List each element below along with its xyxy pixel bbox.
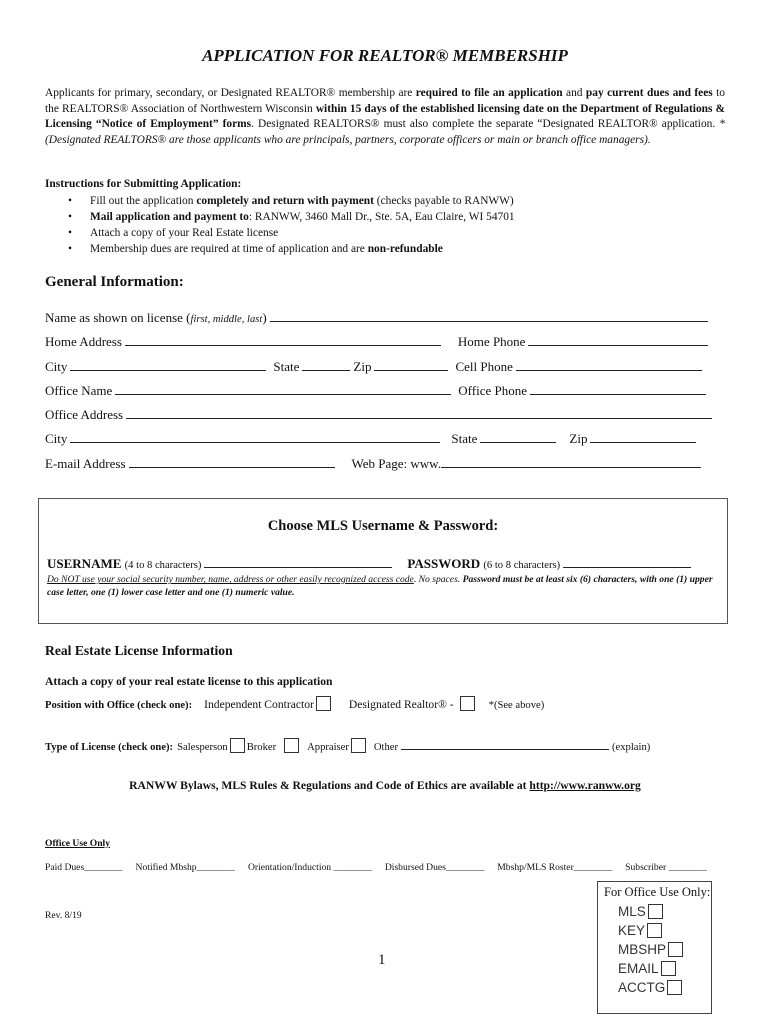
email-row (45, 455, 704, 472)
office-box-item-mbshp (618, 942, 685, 957)
office-use-title: Office Use Only (45, 838, 111, 849)
broker-label: Broker (246, 742, 277, 753)
office-city-row (45, 430, 699, 447)
item-text: Membership dues are required at time of application and are (90, 242, 368, 255)
item-text: Fill out the application (90, 195, 197, 207)
password-field[interactable] (563, 555, 691, 568)
item-bold: Mail application and payment to (90, 210, 249, 223)
note-bold: Password must be at least six (6) characters, with one (1) upper case letter, one (1) lower case letter and one (1) numeric value. (47, 574, 713, 598)
intro-bold: required to file an application (415, 87, 563, 99)
office-state-label: State (451, 431, 478, 446)
password-hint: (6 to 8 characters) (483, 560, 561, 571)
page-number: 1 (378, 952, 386, 968)
list-item (68, 242, 515, 258)
home-phone-label: Home Phone (457, 334, 526, 349)
explain-label: (explain) (612, 742, 651, 753)
broker-checkbox[interactable] (284, 738, 299, 753)
list-item (68, 226, 515, 242)
city-field[interactable] (70, 358, 266, 371)
general-info-heading: General Information: (45, 274, 184, 290)
office-name-row (45, 382, 709, 399)
office-box-item-key (618, 923, 664, 938)
state-label: State (273, 359, 300, 374)
email-checkbox[interactable] (661, 961, 676, 976)
ranww-link[interactable]: http://www.ranww.org (529, 779, 641, 792)
revision-label: Rev. 8/19 (45, 910, 82, 921)
home-address-field[interactable] (125, 333, 441, 346)
office-use-box (597, 881, 712, 1014)
notified-mbshp: Notified Mbshp________ (135, 862, 235, 873)
username-field[interactable] (204, 555, 392, 568)
position-row (45, 696, 544, 711)
bullet: • (68, 242, 72, 255)
attach-license-note: Attach a copy of your real estate license to this application (45, 675, 333, 688)
office-address-label: Office Address (45, 407, 124, 422)
acctg-checkbox[interactable] (667, 980, 682, 995)
office-state-field[interactable] (480, 430, 556, 443)
mbshp-mls-roster: Mbshp/MLS Roster________ (497, 862, 613, 873)
home-address-label: Home Address (45, 334, 122, 349)
mls-title: Choose MLS Username & Password: (267, 518, 499, 534)
office-use-box-title: For Office Use Only: (604, 885, 711, 899)
office-phone-field[interactable] (530, 382, 706, 395)
office-city-label: City (45, 431, 68, 446)
salesperson-label: Salesperson (177, 742, 228, 753)
intro-text: . Designated REALTORS® must also complete the separate “Designated REALTOR® application. (251, 118, 720, 131)
email-field[interactable] (129, 455, 335, 468)
item-text: : RANWW, 3460 Mall Dr., Ste. 5A, Eau Claire, WI 54701 (248, 210, 515, 223)
office-zip-label: Zip (569, 431, 588, 446)
name-field[interactable] (270, 309, 708, 322)
mbshp-checkbox[interactable] (668, 942, 683, 957)
list-item (68, 194, 515, 210)
designated-label: Designated Realtor® - (348, 698, 454, 711)
zip-label: Zip (353, 359, 372, 374)
disbursed-dues: Disbursed Dues________ (384, 862, 485, 873)
state-field[interactable] (302, 358, 350, 371)
appraiser-checkbox[interactable] (351, 738, 366, 753)
office-box-item-email (618, 961, 678, 976)
bullet: • (68, 210, 72, 223)
see-above-note: *(See above) (488, 700, 545, 711)
item-label: ACCTG (618, 980, 666, 995)
bullet: • (68, 195, 72, 207)
bylaws-text: RANWW Bylaws, MLS Rules & Regulations and Code of Ethics are available at (129, 779, 530, 792)
name-label: Name as shown on license ( (45, 310, 191, 325)
intro-text: to the REALTORS® Association of Northwestern Wisconsin (45, 87, 725, 115)
note-underlined: Do NOT use your social security number, name, address or other easily recognized access code (47, 574, 414, 585)
name-row (45, 309, 711, 326)
instructions-list (68, 194, 515, 258)
name-hint: first, middle, last (190, 314, 263, 325)
bullet: • (68, 226, 72, 239)
mls-credentials-row (47, 555, 694, 572)
city-label: City (45, 359, 68, 374)
city-row (45, 358, 705, 375)
office-box-item-mls (618, 904, 665, 919)
paid-dues: Paid Dues________ (45, 862, 123, 873)
item-label: MBSHP (618, 942, 667, 957)
item-label: KEY (618, 923, 646, 938)
note-text: . No spaces. (413, 574, 463, 585)
item-bold: non-refundable (367, 242, 443, 255)
office-phone-label: Office Phone (458, 383, 527, 398)
password-requirements-note (47, 573, 717, 599)
position-label: Position with Office (check one): (45, 700, 193, 711)
orientation-induction: Orientation/Induction ________ (247, 862, 372, 873)
instructions-title: Instructions for Submitting Application: (45, 178, 242, 190)
salesperson-checkbox[interactable] (230, 738, 245, 753)
username-label: USERNAME (47, 556, 122, 571)
intro-italic: *(Designated REALTORS® are those applicants who are principals, partners, corporate officers or main or branch office managers). (45, 118, 725, 146)
intro-bold: within 15 days of the established licensing date on the Department of Regulations & Licensing “Notice of Employment” forms (45, 102, 725, 131)
zip-field[interactable] (374, 358, 448, 371)
independent-contractor-checkbox[interactable] (316, 696, 331, 711)
appraiser-label: Appraiser (307, 742, 349, 753)
subscriber: Subscriber ________ (625, 862, 707, 873)
mls-credentials-box (38, 498, 728, 624)
intro-text: Applicants for primary, secondary, or Designated REALTOR® membership are (45, 87, 416, 99)
item-label: MLS (618, 904, 646, 919)
office-address-field[interactable] (126, 406, 712, 419)
password-label: PASSWORD (407, 556, 481, 571)
intro-bold: pay current dues and fees (585, 87, 713, 99)
office-address-row (45, 406, 715, 423)
intro-paragraph (45, 86, 725, 148)
web-page-label: Web Page: www. (351, 456, 441, 471)
mls-checkbox[interactable] (648, 904, 663, 919)
license-heading: Real Estate License Information (45, 643, 233, 658)
email-label: E-mail Address (45, 456, 126, 471)
page-title: APPLICATION FOR REALTOR® MEMBERSHIP (202, 46, 568, 65)
item-bold: completely and return with payment (196, 195, 374, 207)
username-hint: (4 to 8 characters) (124, 560, 202, 571)
cell-phone-label: Cell Phone (455, 359, 513, 374)
office-zip-field[interactable] (590, 430, 696, 443)
list-item (68, 210, 515, 226)
license-type-label: Type of License (check one): (45, 742, 174, 753)
item-text: Attach a copy of your Real Estate license (90, 226, 279, 239)
independent-label: Independent Contractor (204, 698, 314, 711)
designated-realtor-checkbox[interactable] (460, 696, 475, 711)
office-name-field[interactable] (115, 382, 451, 395)
intro-text: and (562, 87, 586, 99)
office-name-label: Office Name (45, 383, 113, 398)
other-label: Other (373, 742, 399, 753)
cell-phone-field[interactable] (516, 358, 702, 371)
home-row (45, 333, 711, 350)
name-label-close: ) (262, 310, 267, 325)
home-phone-field[interactable] (528, 333, 708, 346)
item-label: EMAIL (618, 961, 659, 976)
bylaws-note (0, 779, 770, 792)
key-checkbox[interactable] (647, 923, 662, 938)
office-use-row (45, 862, 707, 873)
web-page-field[interactable] (441, 455, 701, 468)
item-text: (checks payable to RANWW) (373, 195, 514, 207)
license-type-row (45, 738, 650, 753)
office-city-field[interactable] (70, 430, 440, 443)
other-explain-field[interactable] (401, 739, 609, 750)
office-box-item-acctg (618, 980, 684, 995)
